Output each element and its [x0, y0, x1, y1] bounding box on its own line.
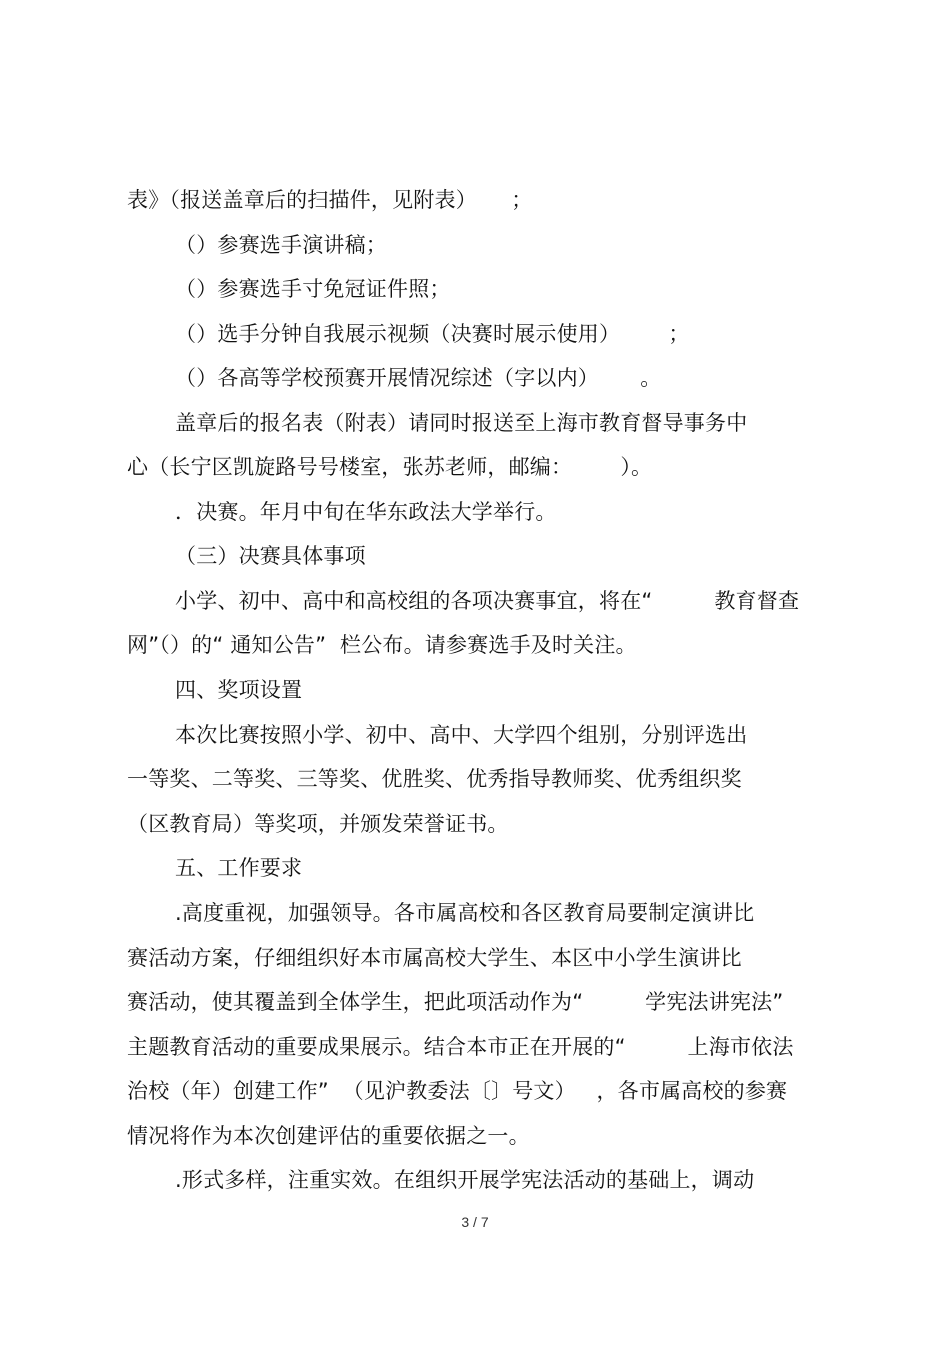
- text-line: 小学、初中、高中和高校组的各项决赛事宜，将在“ 教育督查: [175, 589, 800, 613]
- text-line: 本次比赛按照小学、初中、高中、大学四个组别，分别评选出: [175, 723, 748, 747]
- text-line: 主题教育活动的重要成果展示。结合本市正在开展的“ 上海市依法: [127, 1035, 794, 1059]
- page-number: 3 / 7: [461, 1214, 489, 1230]
- section-heading: （三）决赛具体事项: [175, 544, 366, 568]
- text-line: 心（长宁区凯旋路号号楼室，张苏老师，邮编： ）。: [127, 455, 653, 479]
- section-heading: 四、奖项设置: [175, 678, 303, 702]
- text-line: （）选手分钟自我展示视频（决赛时展示使用） ；: [175, 322, 690, 346]
- text-line: 网”（）的“ 通知公告” 栏公布。请参赛选手及时关注。: [127, 633, 637, 657]
- section-heading: 五、工作要求: [175, 856, 303, 880]
- text-line: 情况将作为本次创建评估的重要依据之一。: [127, 1124, 530, 1148]
- text-line: （区教育局）等奖项，并颁发荣誉证书。: [127, 812, 509, 836]
- text-line: （）各高等学校预赛开展情况综述（字以内） 。: [175, 366, 662, 390]
- text-line: .形式多样，注重实效。在组织开展学宪法活动的基础上，调动: [175, 1168, 755, 1192]
- text-line: ．决赛。年月中旬在华东政法大学举行。: [175, 500, 557, 524]
- text-line: （）参赛选手演讲稿；: [175, 233, 387, 257]
- text-line: 赛活动方案，仔细组织好本市属高校大学生、本区中小学生演讲比: [127, 946, 742, 970]
- text-line: .高度重视，加强领导。各市属高校和各区教育局要制定演讲比: [175, 901, 755, 925]
- text-line: 一等奖、二等奖、三等奖、优胜奖、优秀指导教师奖、优秀组织奖: [127, 767, 742, 791]
- text-line: 治校（年）创建工作” （见沪教委法〔〕号文） ，各市属高校的参赛: [127, 1079, 788, 1103]
- text-line: 盖章后的报名表（附表）请同时报送至上海市教育督导事务中: [175, 411, 748, 435]
- text-line: 表》（报送盖章后的扫描件，见附表） ；: [127, 188, 533, 212]
- text-line: （）参赛选手寸免冠证件照；: [175, 277, 451, 301]
- text-line: 赛活动，使其覆盖到全体学生，把此项活动作为“ 学宪法讲宪法”: [127, 990, 784, 1014]
